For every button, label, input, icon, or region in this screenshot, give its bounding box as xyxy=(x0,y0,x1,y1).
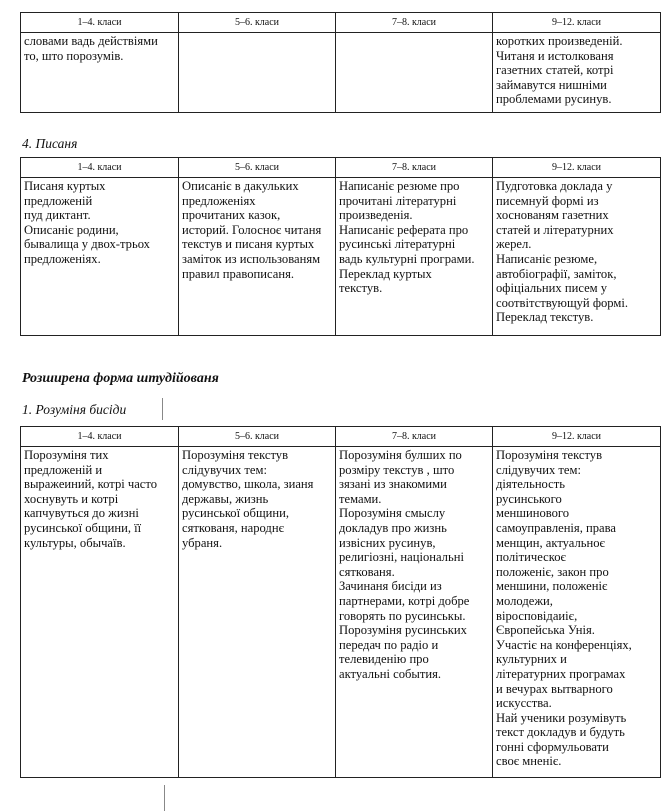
table-row xyxy=(21,447,661,778)
cell-text-line: партнерами, котрі добре xyxy=(339,593,470,608)
cell-text-line: Най ученики розумівуть xyxy=(496,710,627,725)
cell-grade-9-12 xyxy=(493,33,661,113)
cell-grade-9-12 xyxy=(493,178,661,336)
cell-text-line: текст докладув и будуть xyxy=(496,725,625,740)
scan-artifact-line xyxy=(164,785,165,811)
header-grade-1-4: 1–4. класи xyxy=(21,158,179,178)
cell-text-line: предложеніях. xyxy=(24,251,101,266)
cell-text-line: сяткованя, народнє xyxy=(182,520,284,535)
cell-text-line: Порозуміня булших по xyxy=(339,448,462,462)
cell-text-line: и вечурах вытварного xyxy=(496,681,613,696)
cell-text-line: вадь культурні програми. xyxy=(339,251,475,266)
cell-text-line: религіозні, національні xyxy=(339,550,464,565)
header-grade-9-12: 9–12. класи xyxy=(493,158,661,178)
scan-artifact-line xyxy=(162,398,163,420)
cell-text-line: прочитані літературні xyxy=(339,193,457,208)
cell-grade-9-12 xyxy=(493,447,661,778)
cell-grade-1-4 xyxy=(21,178,179,336)
cell-text-line: Описаніє в дакульких xyxy=(182,179,299,193)
cell-grade-5-6 xyxy=(179,33,336,113)
cell-text-line: самоуправленія, права xyxy=(496,520,617,535)
cell-grade-7-8 xyxy=(336,33,493,113)
cell-text-line: Порозуміня русинських xyxy=(339,623,467,638)
cell-text-line: Писаня куртых xyxy=(24,179,106,193)
cell-text-line: Порозуміня текстув xyxy=(496,448,603,462)
header-grade-1-4: 1–4. класи xyxy=(21,427,179,447)
cell-text-line: капчувуться до жизні xyxy=(24,506,139,521)
cell-text-line: Читаня и истолкованя xyxy=(496,48,614,63)
cell-text-line: Порозуміня текстув xyxy=(182,448,289,462)
cell-text-line: русинської общини, її xyxy=(24,520,142,535)
cell-text-line: правил правописаня. xyxy=(182,266,295,281)
header-grade-1-4: 1–4. класи xyxy=(21,13,179,33)
cell-grade-5-6 xyxy=(179,178,336,336)
section-heading-speech-comprehension: 1. Розуміня бисіди xyxy=(22,402,127,417)
cell-text-line: заміток из использованям xyxy=(182,251,321,266)
cell-grade-5-6 xyxy=(179,447,336,778)
cell-text-line: текстув. xyxy=(339,281,383,296)
cell-text-line: пуд диктант. xyxy=(24,208,91,223)
cell-text-line: своє мненіє. xyxy=(496,754,562,769)
header-grade-9-12: 9–12. класи xyxy=(493,13,661,33)
cell-text-line: Порозуміня смыслу xyxy=(339,506,446,521)
cell-text-line: віросповідаиіє, xyxy=(496,608,578,623)
cell-grade-7-8 xyxy=(336,178,493,336)
cell-text-line: Написаніє реферата про xyxy=(339,222,469,237)
cell-text-line: предложеній xyxy=(24,193,93,208)
cell-grade-1-4 xyxy=(21,447,179,778)
cell-text-line: Написаніє резюме про xyxy=(339,179,460,193)
cell-text-line: жерел. xyxy=(496,237,532,252)
header-grade-5-6: 5–6. класи xyxy=(179,427,336,447)
cell-text-line: автобіографії, заміток, xyxy=(496,266,617,281)
table-writing xyxy=(20,157,661,336)
cell-text-line: офіціальних писем у xyxy=(496,281,608,296)
cell-text-line: соотвітствующуй формі. xyxy=(496,295,629,310)
cell-text-line: докладув про жизнь xyxy=(339,520,447,535)
cell-text-line: темами. xyxy=(339,491,382,506)
cell-text-line: Пудготовка доклада у xyxy=(496,179,613,193)
header-grade-9-12: 9–12. класи xyxy=(493,427,661,447)
cell-text-line: гонні сформульовати xyxy=(496,739,609,754)
cell-text-line: русинського xyxy=(496,491,562,506)
cell-text-line: то, што порозумів. xyxy=(24,48,124,63)
cell-text-line: займавутся нишніми xyxy=(496,77,607,92)
cell-text-line: хоснувуть и котрі xyxy=(24,491,119,506)
cell-text-line: словами вадь действіями xyxy=(24,34,158,48)
cell-text-line: культурних и xyxy=(496,652,567,667)
cell-text-line: предложеній и xyxy=(24,462,103,477)
cell-text-line: русинської общини, xyxy=(182,506,290,521)
table-row xyxy=(21,33,661,113)
cell-text-line: літературних програмах xyxy=(496,666,626,681)
cell-text-line: культуры, обычаїв. xyxy=(24,535,126,550)
table-row xyxy=(21,178,661,336)
cell-text-line: извісних русинув, xyxy=(339,535,436,550)
cell-text-line: хоснованям газетних xyxy=(496,208,609,223)
cell-text-line: газетних статей, котрі xyxy=(496,63,614,78)
header-grade-5-6: 5–6. класи xyxy=(179,13,336,33)
section-heading-extended-form: Розширена форма штудійованя xyxy=(22,371,219,386)
cell-text-line: русинські літературні xyxy=(339,237,456,252)
cell-text-line: положеніє, закон про xyxy=(496,564,609,579)
cell-text-line: произведенія. xyxy=(339,208,413,223)
table-header-row xyxy=(21,13,661,33)
cell-text-line: актуальні события. xyxy=(339,666,442,681)
cell-text-line: текстув и писаня куртых xyxy=(182,237,315,252)
cell-text-line: Європейська Унія. xyxy=(496,623,595,638)
cell-text-line: телевиденію про xyxy=(339,652,429,667)
cell-text-line: меншинового xyxy=(496,506,570,521)
cell-text-line: діятельность xyxy=(496,477,566,492)
cell-text-line: меншини, положеніє xyxy=(496,579,608,594)
cell-grade-7-8 xyxy=(336,447,493,778)
cell-text-line: статей и літературних xyxy=(496,222,614,237)
cell-text-line: коротких произведеній. xyxy=(496,34,623,48)
header-grade-7-8: 7–8. класи xyxy=(336,158,493,178)
cell-text-line: державы, жизнь xyxy=(182,491,269,506)
cell-text-line: историй. Голосноє читаня xyxy=(182,222,322,237)
cell-text-line: Зачинаня бисіди из xyxy=(339,579,442,594)
cell-text-line: Написаніє резюме, xyxy=(496,251,598,266)
cell-text-line: Переклад текстув. xyxy=(496,310,594,325)
cell-text-line: говорять по русинськы. xyxy=(339,608,466,623)
cell-text-line: домувство, школа, зианя xyxy=(182,477,314,492)
cell-text-line: предложеніях xyxy=(182,193,256,208)
cell-text-line: проблемами русинув. xyxy=(496,92,612,107)
cell-text-line: слідувучих тем: xyxy=(496,462,581,477)
header-grade-7-8: 7–8. класи xyxy=(336,427,493,447)
table-continuation xyxy=(20,12,661,113)
cell-text-line: передач по радіо и xyxy=(339,637,439,652)
header-grade-7-8: 7–8. класи xyxy=(336,13,493,33)
cell-text-line: Переклад куртых xyxy=(339,266,432,281)
cell-text-line: політическоє xyxy=(496,550,566,565)
table-speech-comprehension xyxy=(20,426,661,778)
cell-text-line: слідувучих тем: xyxy=(182,462,267,477)
cell-text-line: выражеиний, котрі часто xyxy=(24,477,158,492)
section-heading-writing: 4. Писаня xyxy=(22,136,78,151)
cell-text-line: менщин, актуальноє xyxy=(496,535,605,550)
table-header-row xyxy=(21,427,661,447)
cell-text-line: прочитаних казок, xyxy=(182,208,281,223)
cell-text-line: искусства. xyxy=(496,696,552,711)
cell-text-line: розміру текстув , што xyxy=(339,462,455,477)
cell-text-line: Описаніє родини, xyxy=(24,222,119,237)
table-header-row xyxy=(21,158,661,178)
cell-grade-1-4 xyxy=(21,33,179,113)
cell-text-line: Порозуміня тих xyxy=(24,448,109,462)
cell-text-line: убраня. xyxy=(182,535,223,550)
cell-text-line: зязані из знакомими xyxy=(339,477,447,492)
cell-text-line: сяткованя. xyxy=(339,564,395,579)
cell-text-line: Участіє на конференціях, xyxy=(496,637,632,652)
cell-text-line: писемнуй формі из xyxy=(496,193,599,208)
header-grade-5-6: 5–6. класи xyxy=(179,158,336,178)
cell-text-line: бывалища у двох-трьох xyxy=(24,237,150,252)
cell-text-line: молодежи, xyxy=(496,593,553,608)
